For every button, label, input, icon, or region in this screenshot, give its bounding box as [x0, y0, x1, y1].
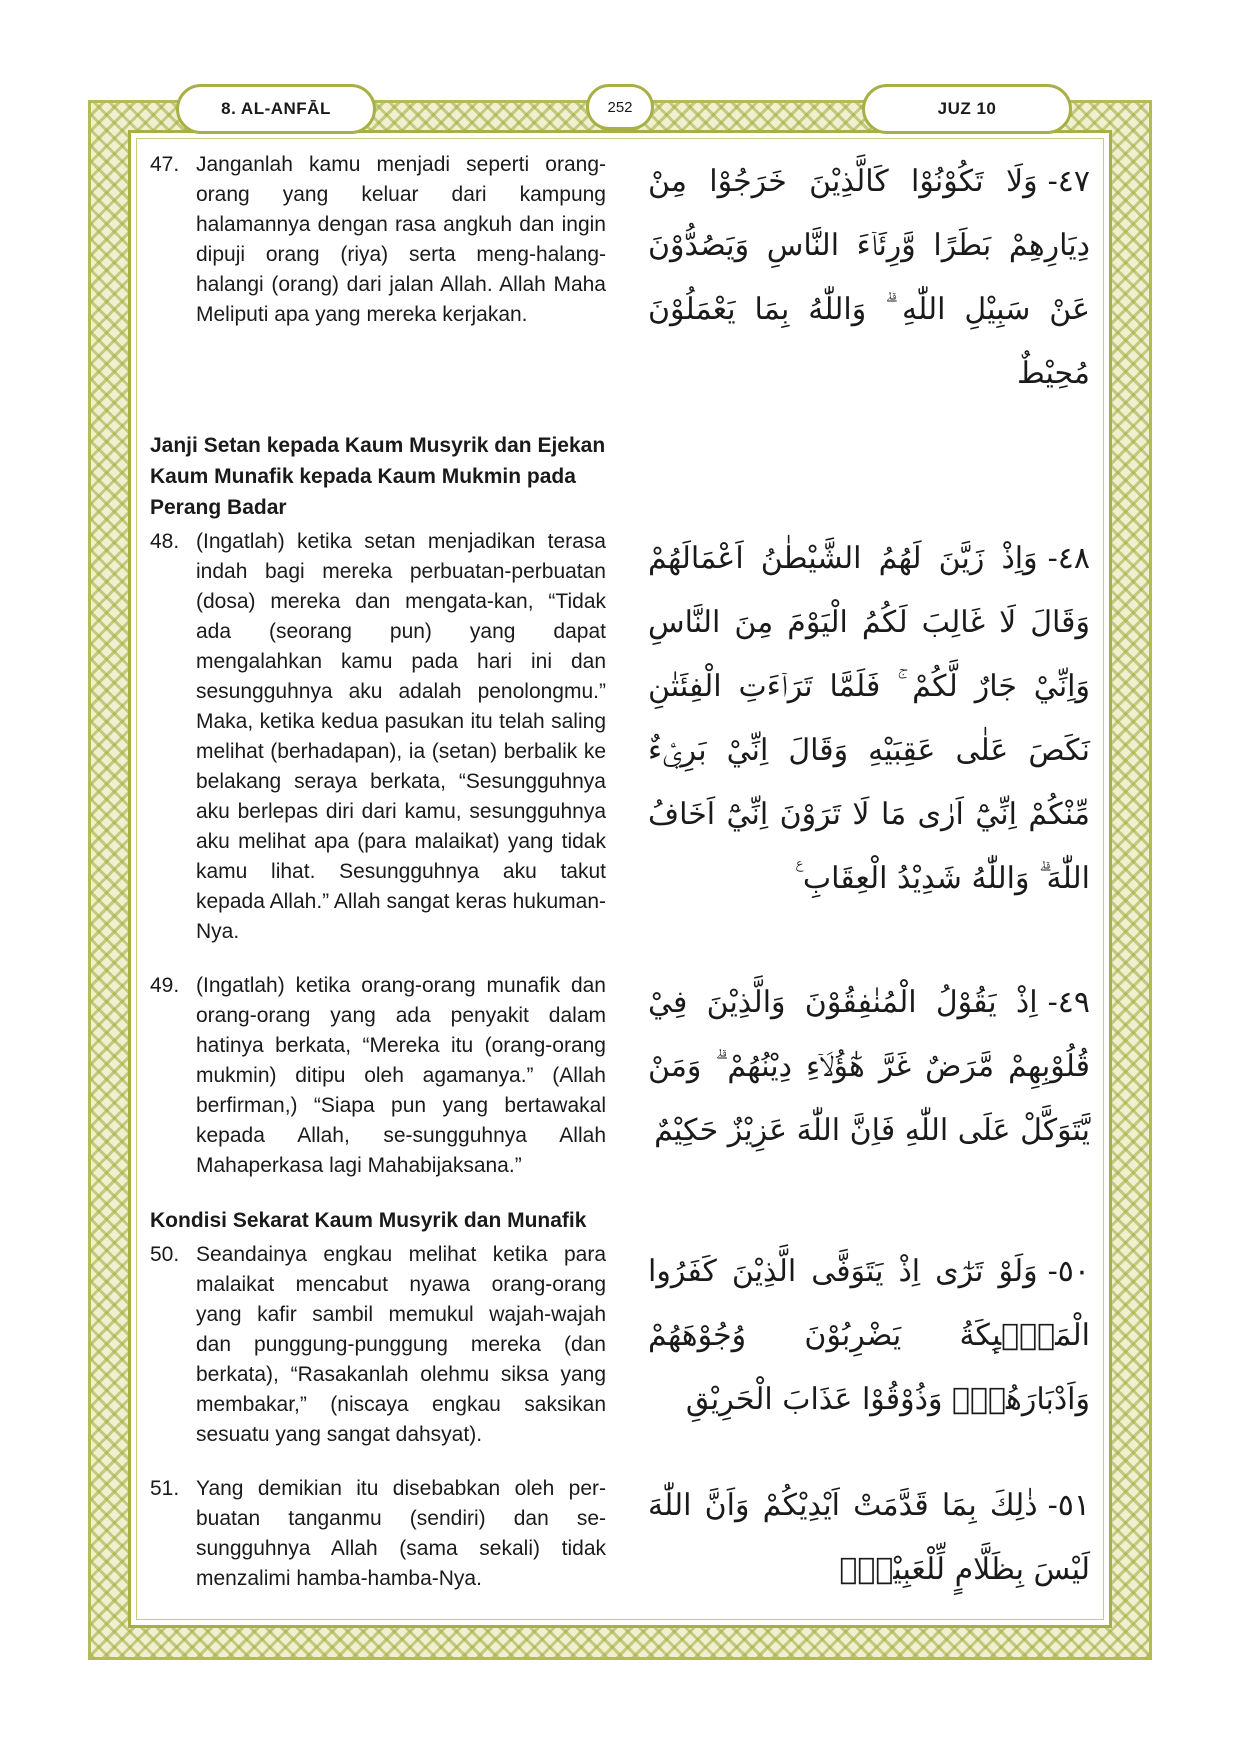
translation: [150, 1240, 606, 1450]
surah-title: 8. AL-ANFĀL: [176, 84, 376, 134]
verse-50: [150, 1240, 1090, 1450]
arabic-verse-number: ٥١-: [1047, 1488, 1090, 1523]
verse-49: [150, 971, 1090, 1181]
verse-number: 48.: [150, 530, 180, 553]
translation: [150, 971, 606, 1181]
arabic-text: [648, 1474, 1090, 1602]
translation-text: Yang demikian itu disebabkan oleh per-buatan tanganmu (sendiri) dan se-sungguhnya Allah (sama sekali) tidak menzalimi hamba-hamba-Nya.: [196, 1477, 606, 1590]
arabic-verse: اِذْ يَقُوْلُ الْمُنٰفِقُوْنَ وَالَّذِيْنَ فِيْ قُلُوْبِهِمْ مَّرَضٌ غَرَّ هٰٓؤُلَاۤءِ دِيْنُهُمْ ۗ وَمَنْ يَّتَوَكَّلْ عَلَى اللّٰهِ فَاِنَّ اللّٰهَ عَزِيْزٌ حَكِيْمٌ: [648, 985, 1090, 1148]
verse-number: 49.: [150, 974, 180, 997]
arabic-verse: ذٰلِكَ بِمَا قَدَّمَتْ اَيْدِيْكُمْ وَاَنَّ اللّٰهَ لَيْسَ بِظَلَّامٍ لِّلْعَبِيْدِۙ: [648, 1488, 1090, 1587]
arabic-text: [648, 150, 1090, 406]
arabic-verse-number: ٤٨-: [1047, 541, 1090, 576]
arabic-verse-number: ٤٩-: [1047, 985, 1090, 1020]
translation-text: Janganlah kamu menjadi seperti orang-orang yang keluar dari kampung halamannya dengan rasa angkuh dan ingin dipuji orang (riya) serta meng-halang-halangi (orang) dari jalan Allah. Allah Maha Meliputi apa yang mereka kerjakan.: [196, 153, 606, 326]
verse-51: [150, 1474, 1090, 1602]
section-heading: Janji Setan kepada Kaum Musyrik dan Ejekan Kaum Munafik kepada Kaum Mukmin pada Perang Badar: [150, 434, 606, 519]
juz-label: JUZ 10: [862, 84, 1072, 134]
translation-text: Seandainya engkau melihat ketika para malaikat mencabut nyawa orang-orang yang kafir sambil memukul wajah-wajah dan punggung-punggung mereka (dan berkata), “Rasakanlah olehmu siksa yang membakar,” (niscaya engkau saksikan sesuatu yang sangat dahsyat).: [196, 1243, 606, 1446]
verse-47: [150, 150, 1090, 406]
verse-number: 50.: [150, 1243, 180, 1266]
arabic-verse-number: ٤٧-: [1047, 164, 1090, 199]
arabic-text: [648, 971, 1090, 1163]
translation: [150, 150, 606, 330]
verse-48: [150, 527, 1090, 947]
verse-number: 51.: [150, 1477, 180, 1500]
arabic-verse: وَاِذْ زَيَّنَ لَهُمُ الشَّيْطٰنُ اَعْمَالَهُمْ وَقَالَ لَا غَالِبَ لَكُمُ الْيَوْمَ مِنَ النَّاسِ وَاِنِّيْ جَارٌ لَّكُمْ ۚ فَلَمَّا تَرَاۤءَتِ الْفِئَتٰنِ نَكَصَ عَلٰى عَقِبَيْهِ وَقَالَ اِنِّيْ بَرِيْۤءٌ مِّنْكُمْ اِنِّيْٓ اَرٰى مَا لَا تَرَوْنَ اِنِّيْٓ اَخَافُ اللّٰهَ ۗ وَاللّٰهُ شَدِيْدُ الْعِقَابِ ࣖ: [648, 541, 1090, 896]
page-number: 252: [586, 84, 654, 130]
verse-number: 47.: [150, 153, 180, 176]
translation: [150, 1474, 606, 1594]
section-heading: Kondisi Sekarat Kaum Musyrik dan Munafik: [150, 1209, 587, 1232]
translation: [150, 527, 606, 947]
arabic-verse: وَلَا تَكُوْنُوْا كَالَّذِيْنَ خَرَجُوْا مِنْ دِيَارِهِمْ بَطَرًا وَّرِئَاۤءَ النَّاسِ وَيَصُدُّوْنَ عَنْ سَبِيْلِ اللّٰهِ ۗ وَاللّٰهُ بِمَا يَعْمَلُوْنَ مُحِيْطٌ: [648, 164, 1090, 391]
arabic-verse: وَلَوْ تَرٰٓى اِذْ يَتَوَفَّى الَّذِيْنَ كَفَرُوا الْمَلٰۤىِٕكَةُ يَضْرِبُوْنَ وُجُوْهَهُمْ وَاَدْبَارَهُمْۚ وَذُوْقُوْا عَذَابَ الْحَرِيْقِ: [648, 1254, 1090, 1417]
page-content: [150, 140, 1090, 1602]
arabic-verse-number: ٥٠-: [1047, 1254, 1090, 1289]
translation-text: (Ingatlah) ketika orang-orang munafik dan orang-orang yang ada penyakit dalam hatinya berkata, “Mereka itu (orang-orang mukmin) ditipu oleh agamanya.” (Allah berfirman,) “Siapa pun yang bertawakal kepada Allah, se-sungguhnya Allah Mahaperkasa lagi Mahabijaksana.”: [196, 974, 606, 1177]
arabic-text: [648, 1240, 1090, 1432]
translation-text: (Ingatlah) ketika setan menjadikan terasa indah bagi mereka perbuatan-perbuatan (dosa) mereka dan mengata-kan, “Tidak ada (seorang pun) yang dapat mengalahkan kamu pada hari ini dan sesungguhnya aku adalah penolongmu.” Maka, ketika kedua pasukan itu telah saling melihat (berhadapan), ia (setan) berbalik ke belakang seraya berkata, “Sesungguhnya aku berlepas diri dari kamu, sesungguhnya aku melihat apa (para malaikat) yang tidak kamu lihat. Sesungguhnya aku takut kepada Allah.” Allah sangat keras hukuman-Nya.: [196, 530, 606, 943]
arabic-text: [648, 527, 1090, 911]
